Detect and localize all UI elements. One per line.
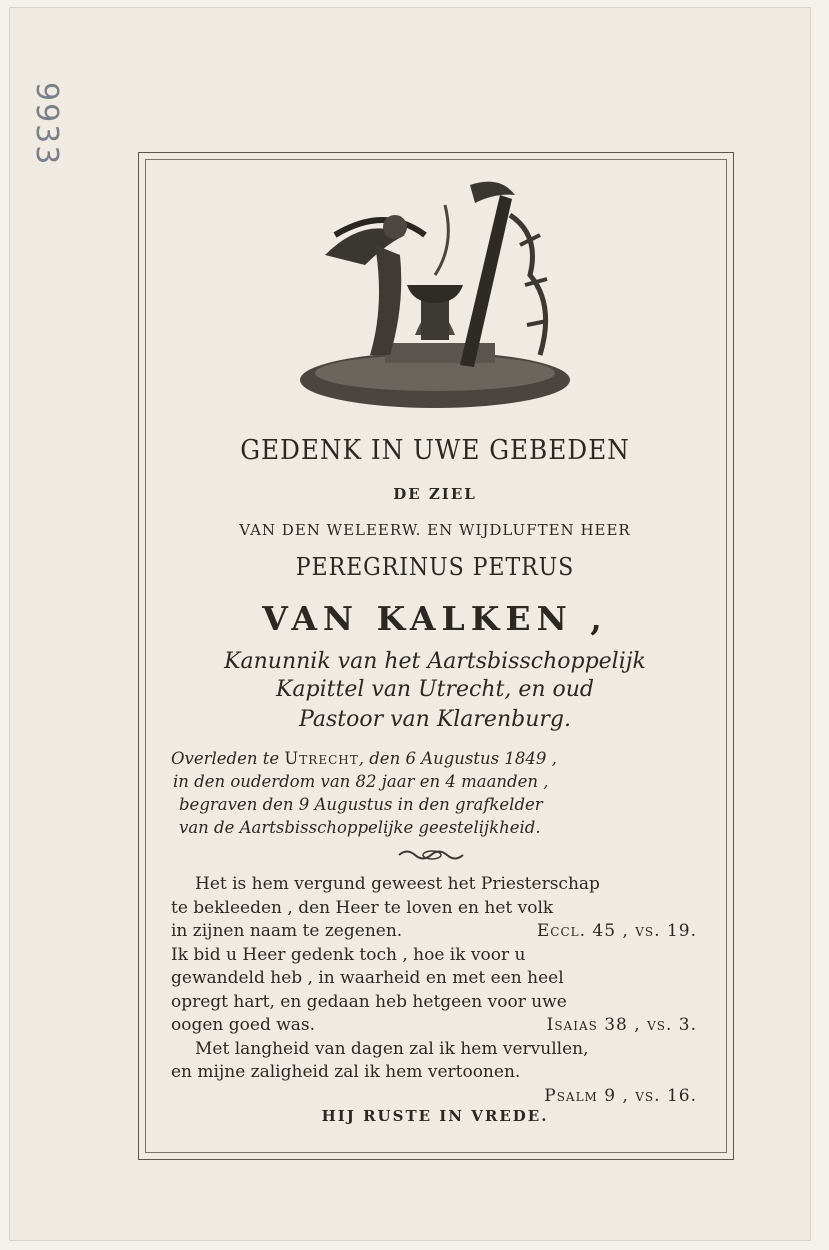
verse-line: en mijne zaligheid zal ik hem vertoonen. xyxy=(171,1062,521,1082)
office-line: Kapittel van Utrecht, en oud xyxy=(275,677,595,702)
death-line: begraven den 9 Augustus in den grafkelder xyxy=(179,795,543,814)
heading: GEDENK IN UWE GEBEDEN xyxy=(240,435,630,466)
archive-number: 9933 xyxy=(29,82,64,167)
verse-line: Ik bid u Heer gedenk toch , hoe ik voor u xyxy=(171,944,526,965)
verse-reference: Eccl. 45 , vs. 19. xyxy=(536,921,697,941)
mourning-angel-engraving xyxy=(295,175,575,415)
office-line: Pastoor van Klarenburg. xyxy=(299,707,571,732)
death-line: van de Aartsbisschoppelijke geestelijkheid. xyxy=(179,818,541,837)
verse-line: oogen goed was. Isaias 38 , vs. 3. xyxy=(171,1014,697,1038)
given-names: PEREGRINUS PETRUS xyxy=(295,553,575,581)
death-city: Utrecht xyxy=(284,749,359,768)
verse-line: Het is hem vergund geweest het Priesterschap xyxy=(195,874,600,894)
death-notice xyxy=(171,747,711,839)
title-line: VAN DEN WELEERW. EN WIJDLUFTEN HEER xyxy=(239,521,631,539)
subheading: DE ZIEL xyxy=(393,485,477,503)
verse-reference: Isaias 38 , vs. 3. xyxy=(546,1015,697,1035)
verse-line: opregt hart, en gedaan heb hetgeen voor uwe xyxy=(171,991,567,1012)
office-line: Kanunnik van het Aartsbisschoppelijk xyxy=(224,649,646,674)
ornament-divider xyxy=(397,848,467,862)
card-content xyxy=(145,159,725,1151)
verse-line: te bekleeden , den Heer te loven en het volk xyxy=(171,897,554,918)
closing-blessing: HIJ RUSTE IN VREDE. xyxy=(321,1107,549,1125)
scripture-verses xyxy=(171,873,697,1108)
verse-line: gewandeld heb , in waarheid en met een heel xyxy=(171,968,564,988)
surname: VAN KALKEN , xyxy=(262,599,608,638)
verse-line: Met langheid van dagen zal ik hem vervullen, xyxy=(195,1038,589,1059)
death-line: in den ouderdom van 82 jaar en 4 maanden , xyxy=(173,772,549,791)
verse-line: in zijnen naam te zegenen. Eccl. 45 , vs. 19. xyxy=(171,920,697,944)
verse-reference: Psalm 9 , vs. 16. xyxy=(544,1085,697,1106)
death-line: Overleden te Utrecht, den 6 Augustus 1849 , xyxy=(171,749,557,768)
